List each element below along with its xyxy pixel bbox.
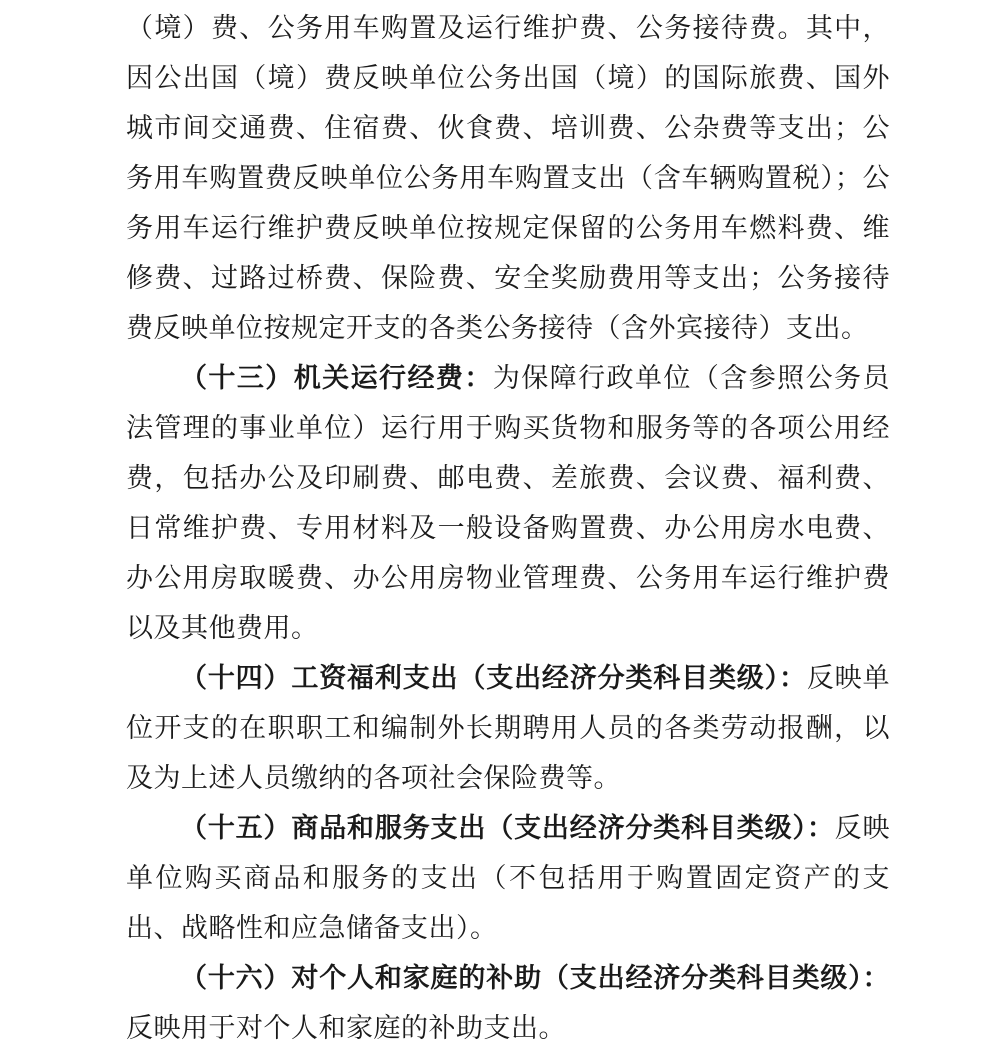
paragraph-three-public-expenses-continuation — [126, 3, 890, 353]
section-heading-run: （十三）机关运行经费： — [180, 363, 493, 393]
section-heading-run: （十五）商品和服务支出（支出经济分类科目类级）： — [180, 813, 835, 843]
section-heading-run: （十六）对个人和家庭的补助（支出经济分类科目类级）： — [180, 963, 890, 993]
paragraph-item-14-wages-and-welfare — [126, 653, 890, 803]
body-text-run: 为保障行政单位（含参照公务员法管理的事业单位）运行用于购买货物和服务等的各项公用经费，包括办公及印刷费、邮电费、差旅费、会议费、福利费、日常维护费、专用材料及一般设备购置费、办公用房水电费、办公用房取暖费、办公用房物业管理费、公务用车运行维护费以及其他费用。 — [126, 363, 890, 643]
paragraph-item-15-goods-and-services — [126, 803, 890, 953]
body-text-run: 反映用于对个人和家庭的补助支出。 — [126, 1013, 566, 1043]
body-text-run: 反映单位购买商品和服务的支出（不包括用于购置固定资产的支出、战略性和应急储备支出）。 — [126, 813, 891, 943]
body-text-run: 反映单位开支的在职职工和编制外长期聘用人员的各类劳动报酬，以及为上述人员缴纳的各项社会保险费等。 — [126, 663, 891, 793]
section-heading-run: （十四）工资福利支出（支出经济分类科目类级）： — [180, 663, 807, 693]
body-text-run: （境）费、公务用车购置及运行维护费、公务接待费。其中，因公出国（境）费反映单位公务出国（境）的国际旅费、国外城市间交通费、住宿费、伙食费、培训费、公杂费等支出；公务用车购置费反映单位公务用车购置支出（含车辆购置税）；公务用车运行维护费反映单位按规定保留的公务用车燃料费、维修费、过路过桥费、保险费、安全奖励费用等支出；公务接待费反映单位按规定开支的各类公务接待（含外宾接待）支出。 — [126, 13, 890, 343]
paragraph-item-16-subsidies-individuals-families — [126, 953, 890, 1053]
paragraph-item-13-agency-operating-funds — [126, 353, 890, 653]
